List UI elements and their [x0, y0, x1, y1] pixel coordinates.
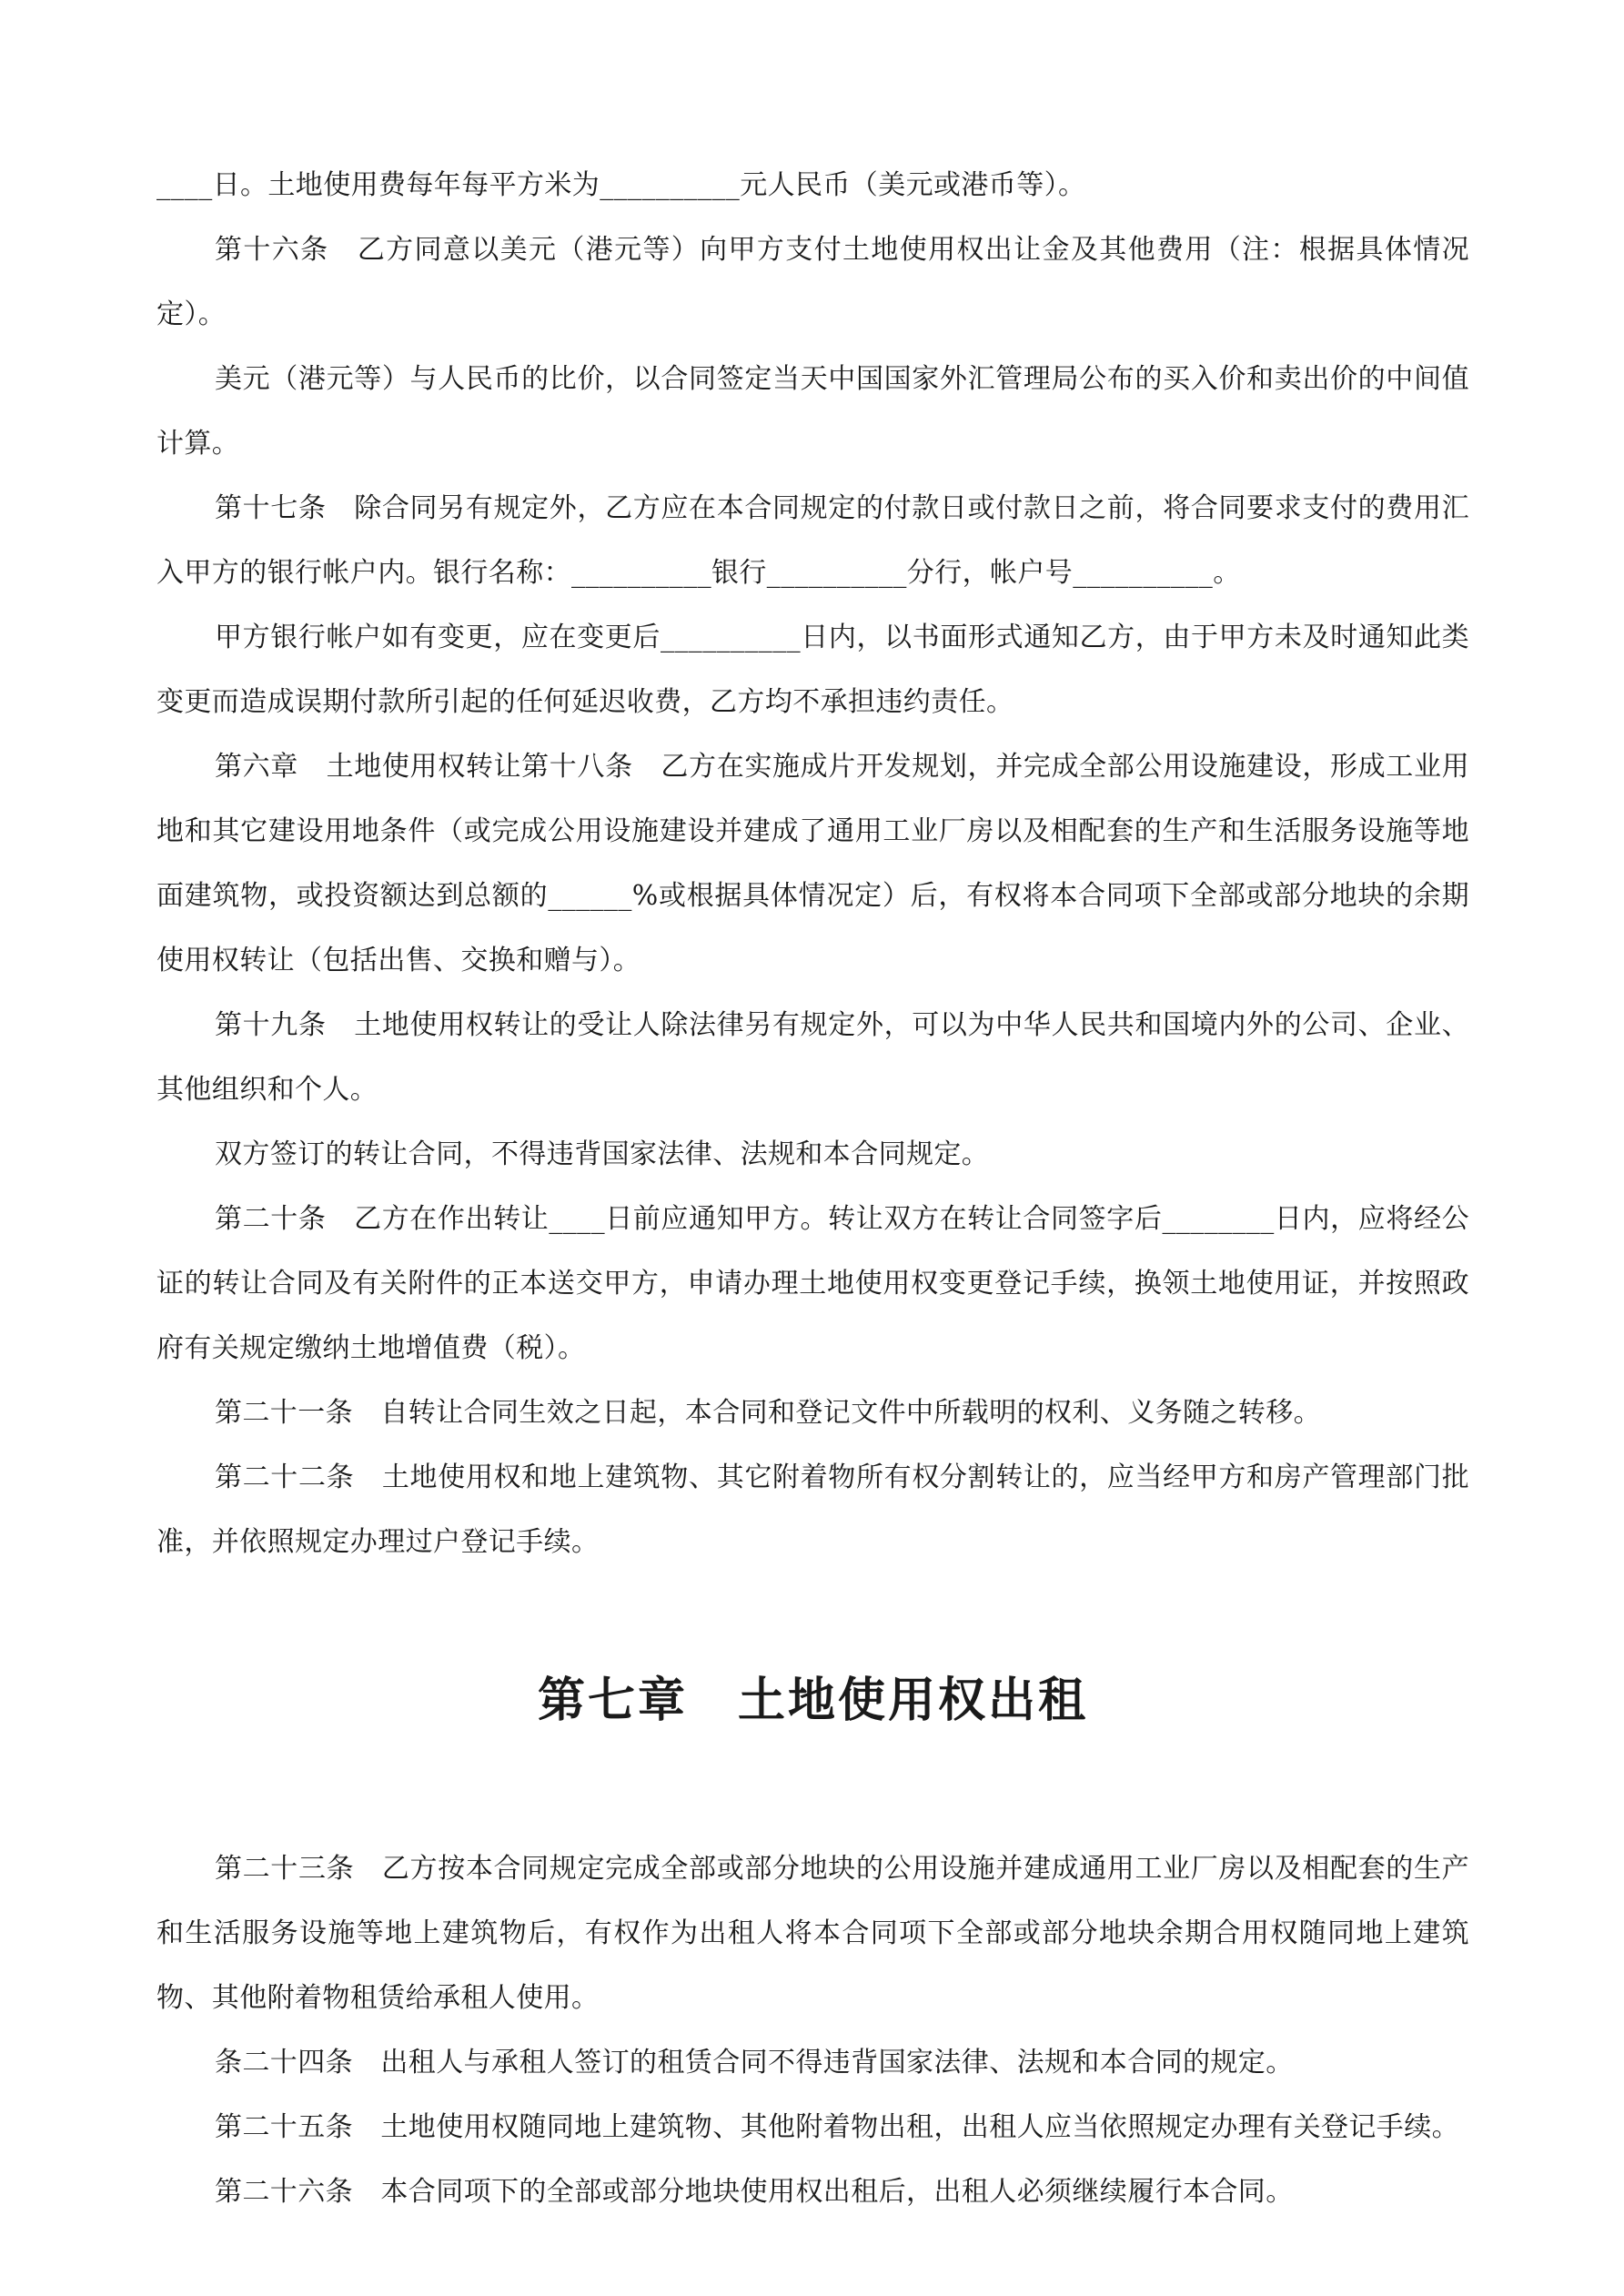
- paragraph-transfer-contract: 双方签订的转让合同，不得违背国家法律、法规和本合同规定。: [215, 1138, 990, 1170]
- article-22: 第二十二条 土地使用权和地上建筑物、其它附着物所有权分割转让的，应当经甲方和房产管理部门批准，并依照规定办理过户登记手续。: [156, 1462, 1469, 1558]
- article-20: 第二十条 乙方在作出转让____日前应通知甲方。转让双方在转让合同签字后________日内，应将经公证的转让合同及有关附件的正本送交甲方，申请办理土地使用权变更登记手续，换领土地使用证，并按照政府有关规定缴纳土地增值费（税）。: [156, 1203, 1469, 1364]
- chapter-6-article-18: 第六章 土地使用权转让第十八条 乙方在实施成片开发规划，并完成全部公用设施建设，形成工业用地和其它建设用地条件（或完成公用设施建设并建成了通用工业厂房以及相配套的生产和生活服务设施等地面建筑物，或投资额达到总额的______%或根据具体情况定）后，有权将本合同项下全部或部分地块的余期使用权转让（包括出售、交换和赠与）。: [156, 751, 1469, 976]
- article-17: 第十七条 除合同另有规定外，乙方应在本合同规定的付款日或付款日之前，将合同要求支付的费用汇入甲方的银行帐户内。银行名称：__________银行__________分行，帐户号__________。: [156, 492, 1469, 589]
- article-21: 第二十一条 自转让合同生效之日起，本合同和登记文件中所载明的权利、义务随之转移。: [215, 1397, 1321, 1429]
- article-25: 第二十五条 土地使用权随同地上建筑物、其他附着物出租，出租人应当依照规定办理有关登记手续。: [215, 2111, 1459, 2143]
- chapter-7-title: 第七章 土地使用权出租: [537, 1674, 1088, 1728]
- paragraph-exchange-rate: 美元（港元等）与人民币的比价，以合同签定当天中国国家外汇管理局公布的买入价和卖出价的中间值计算。: [156, 363, 1469, 460]
- article-19: 第十九条 土地使用权转让的受让人除法律另有规定外，可以为中华人民共和国境内外的公司、企业、其他组织和个人。: [156, 1009, 1469, 1106]
- article-16: 第十六条 乙方同意以美元（港元等）向甲方支付土地使用权出让金及其他费用（注：根据具体情况定）。: [156, 234, 1469, 330]
- paragraph-bank-account-change: 甲方银行帐户如有变更，应在变更后__________日内，以书面形式通知乙方，由于甲方未及时通知此类变更而造成误期付款所引起的任何延迟收费，乙方均不承担违约责任。: [156, 622, 1469, 718]
- article-23: 第二十三条 乙方按本合同规定完成全部或部分地块的公用设施并建成通用工业厂房以及相配套的生产和生活服务设施等地上建筑物后，有权作为出租人将本合同项下全部或部分地块余期合用权随同地上建筑物、其他附着物租赁给承租人使用。: [156, 1853, 1469, 2014]
- article-24: 条二十四条 出租人与承租人签订的租赁合同不得违背国家法律、法规和本合同的规定。: [215, 2047, 1294, 2079]
- paragraph-land-fee: ____日。土地使用费每年每平方米为__________元人民币（美元或港币等）。: [156, 169, 1086, 201]
- article-26: 第二十六条 本合同项下的全部或部分地块使用权出租后，出租人必须继续履行本合同。: [215, 2176, 1294, 2208]
